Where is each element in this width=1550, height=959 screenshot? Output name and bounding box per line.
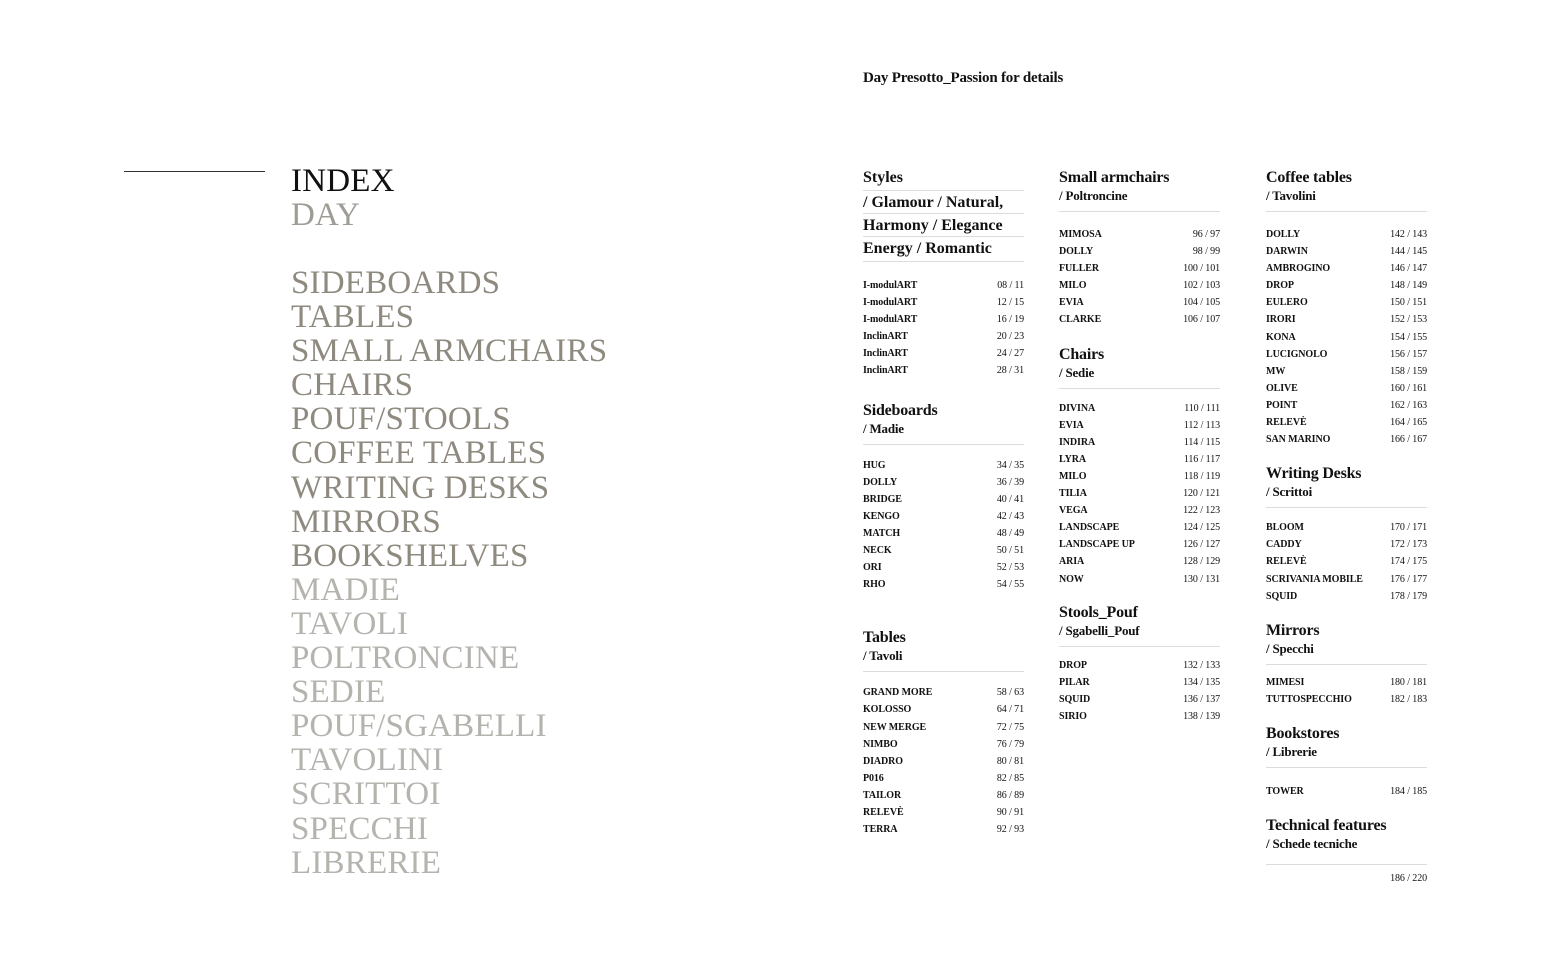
item-list — [1266, 226, 1427, 448]
section-title: Technical features — [1266, 816, 1387, 834]
index-column-1 — [863, 168, 1024, 838]
entry-name: RELEVÈ — [1266, 556, 1307, 568]
index-entry — [863, 542, 1024, 559]
index-entry — [863, 804, 1024, 821]
section-small-armchairs — [1059, 168, 1220, 329]
index-entry — [863, 719, 1024, 736]
item-list — [1266, 783, 1427, 800]
category-en: BOOKSHELVES — [291, 537, 529, 574]
entry-pages: 100 / 101 — [1183, 263, 1220, 275]
index-entry — [1266, 243, 1427, 260]
entry-pages: 110 / 111 — [1184, 402, 1220, 414]
index-entry — [863, 753, 1024, 770]
section-stools-pouf — [1059, 603, 1220, 725]
entry-pages: 16 / 19 — [996, 314, 1024, 326]
item-list — [1266, 870, 1427, 887]
entry-name: PILAR — [1059, 676, 1090, 688]
entry-pages: 92 / 93 — [996, 824, 1024, 836]
section-subtitle: / Poltroncine — [1059, 188, 1128, 203]
item-list — [1059, 226, 1220, 329]
entry-pages: 124 / 125 — [1183, 522, 1220, 534]
entry-pages: 154 / 155 — [1390, 331, 1427, 343]
entry-name: SAN MARINO — [1266, 434, 1331, 446]
index-entry — [1266, 588, 1427, 605]
entry-pages: 90 / 91 — [996, 806, 1024, 818]
entry-name: ARIA — [1059, 556, 1085, 568]
entry-name: LANDSCAPE — [1059, 522, 1120, 534]
entry-name: CLARKE — [1059, 314, 1102, 326]
index-entry — [863, 684, 1024, 701]
entry-pages: 142 / 143 — [1390, 229, 1427, 240]
index-entry — [1059, 519, 1220, 536]
entry-pages: 162 / 163 — [1390, 399, 1427, 411]
section-title: Bookstores — [1266, 724, 1340, 742]
entry-pages: 128 / 129 — [1183, 556, 1220, 568]
entry-pages: 152 / 153 — [1390, 314, 1427, 326]
section-title: Coffee tables — [1266, 169, 1352, 186]
entry-name: CADDY — [1266, 539, 1302, 551]
entry-pages: 112 / 113 — [1183, 419, 1220, 431]
entry-pages: 144 / 145 — [1390, 246, 1427, 258]
entry-name: HUG — [863, 459, 886, 471]
index-entry — [863, 701, 1024, 718]
section-technical-features — [1266, 816, 1427, 887]
index-entry — [1059, 226, 1220, 243]
index-entry — [863, 559, 1024, 576]
entry-name: I-modulART — [863, 280, 918, 291]
index-entry — [863, 328, 1024, 345]
section-subtitle: / Scrittoi — [1266, 484, 1313, 500]
entry-pages: 52 / 53 — [996, 562, 1024, 574]
entry-name: SCRIVANIA MOBILE — [1266, 573, 1363, 585]
index-entry — [863, 821, 1024, 838]
index-entry — [1266, 311, 1427, 328]
entry-name: VEGA — [1059, 505, 1088, 517]
index-column-3 — [1266, 168, 1427, 887]
entry-name: EVIA — [1059, 419, 1084, 431]
entry-name: BLOOM — [1266, 522, 1304, 534]
entry-name: SQUID — [1266, 590, 1298, 602]
entry-pages: 134 / 135 — [1183, 676, 1220, 688]
entry-name: DOLLY — [863, 476, 898, 488]
index-entry — [1059, 468, 1220, 485]
entry-pages: 28 / 31 — [996, 365, 1024, 377]
entry-pages: 86 / 89 — [996, 789, 1024, 801]
entry-name: MATCH — [863, 527, 901, 539]
styles-line: / Glamour / Natural, — [863, 191, 1024, 214]
entry-name: KOLOSSO — [863, 704, 912, 716]
entry-name: POINT — [1266, 399, 1298, 411]
category-it: SCRITTOI — [291, 776, 441, 813]
category-en: SIDEBOARDS — [291, 265, 501, 301]
entry-pages: 106 / 107 — [1183, 314, 1220, 326]
entry-name: DARWIN — [1266, 246, 1308, 258]
category-it: MADIE — [291, 571, 401, 608]
entry-name: INDIRA — [1059, 436, 1096, 448]
section-subtitle: / Sgabelli_Pouf — [1059, 622, 1140, 638]
entry-name: TOWER — [1266, 785, 1304, 797]
entry-pages: 174 / 175 — [1390, 556, 1427, 568]
entry-pages: 182 / 183 — [1390, 693, 1427, 705]
index-entry — [1266, 226, 1427, 243]
entry-pages: 122 / 123 — [1183, 505, 1220, 517]
section-coffee-tables — [1266, 168, 1427, 448]
section-divider — [863, 261, 1024, 262]
index-entry — [1059, 243, 1220, 260]
entry-name: TUTTOSPECCHIO — [1266, 693, 1352, 705]
entry-name: RHO — [863, 579, 886, 591]
section-subtitle: / Specchi — [1266, 640, 1314, 656]
index-entry — [1266, 519, 1427, 536]
entry-pages: 104 / 105 — [1183, 297, 1220, 309]
index-entry — [1266, 277, 1427, 294]
entry-name: AMBROGINO — [1266, 263, 1331, 275]
section-divider — [1266, 507, 1427, 508]
section-divider — [1266, 664, 1427, 665]
index-title: INDEX — [291, 163, 395, 199]
entry-name: I-modulART — [863, 314, 918, 326]
entry-pages: 08 / 11 — [997, 280, 1024, 291]
entry-name: TILIA — [1059, 488, 1087, 500]
entry-name: EULERO — [1266, 297, 1308, 309]
index-entry — [1266, 571, 1427, 588]
index-entry — [1059, 417, 1220, 434]
category-it: POUF/SGABELLI — [291, 708, 547, 745]
entry-pages: 126 / 127 — [1183, 539, 1220, 551]
entry-name: MILO — [1059, 280, 1087, 292]
category-en: POUF/STOOLS — [291, 401, 511, 438]
entry-pages: 114 / 115 — [1183, 436, 1220, 448]
entry-name: TAILOR — [863, 789, 902, 801]
entry-name: LUCIGNOLO — [1266, 348, 1328, 360]
index-entry — [1266, 380, 1427, 397]
entry-pages: 54 / 55 — [996, 579, 1024, 591]
index-entry — [1266, 553, 1427, 570]
entry-pages: 186 / 220 — [1390, 872, 1427, 884]
entry-pages: 184 / 185 — [1390, 785, 1427, 797]
index-entry — [1266, 431, 1427, 448]
section-bookstores — [1266, 724, 1427, 800]
entry-pages: 120 / 121 — [1183, 488, 1220, 500]
category-it: TAVOLINI — [291, 742, 444, 779]
entry-name: NEW MERGE — [863, 721, 927, 733]
category-en: TABLES — [291, 299, 415, 336]
section-sideboards — [863, 401, 1024, 594]
entry-name: GRAND MORE — [863, 687, 933, 699]
entry-pages: 72 / 75 — [996, 721, 1024, 733]
index-entry — [1059, 260, 1220, 277]
section-title: Mirrors — [1266, 621, 1320, 639]
index-entry — [1266, 260, 1427, 277]
entry-pages: 12 / 15 — [996, 297, 1024, 309]
index-entry — [1059, 502, 1220, 519]
section-subtitle: / Madie — [863, 420, 904, 436]
item-list — [1059, 657, 1220, 725]
index-entry — [1059, 485, 1220, 502]
category-it: TAVOLI — [291, 605, 409, 642]
index-entry — [863, 474, 1024, 491]
entry-pages: 76 / 79 — [996, 738, 1024, 750]
entry-pages: 176 / 177 — [1390, 573, 1427, 585]
document-header: Day Presotto_Passion for details — [863, 70, 1064, 86]
entry-name: InclinART — [863, 348, 908, 360]
index-column-2 — [1059, 168, 1220, 725]
index-entry — [1266, 674, 1427, 691]
index-entry — [863, 736, 1024, 753]
entry-pages: 156 / 157 — [1390, 348, 1427, 360]
entry-name: RELEVÈ — [1266, 417, 1307, 429]
section-title: Sideboards — [863, 401, 938, 419]
entry-name: IRORI — [1266, 314, 1296, 326]
section-styles — [863, 168, 1024, 380]
entry-pages: 150 / 151 — [1390, 297, 1427, 309]
index-entry — [1266, 346, 1427, 363]
entry-name: InclinART — [863, 365, 908, 377]
entry-name: DIADRO — [863, 755, 903, 767]
section-divider — [1059, 211, 1220, 212]
entry-pages: 180 / 181 — [1390, 676, 1427, 688]
entry-name: SIRIO — [1059, 710, 1087, 722]
section-chairs — [1059, 345, 1220, 588]
section-mirrors — [1266, 621, 1427, 708]
section-divider — [1059, 388, 1220, 389]
index-entry — [863, 491, 1024, 508]
section-divider — [863, 671, 1024, 672]
entry-pages: 50 / 51 — [996, 545, 1024, 557]
entry-pages: 40 / 41 — [996, 493, 1024, 505]
entry-name: P016 — [863, 772, 884, 784]
section-title: Tables — [863, 629, 906, 647]
section-title: Writing Desks — [1266, 465, 1362, 483]
entry-pages: 170 / 171 — [1390, 522, 1427, 534]
section-subtitle: / Librerie — [1266, 743, 1317, 759]
section-title: Chairs — [1059, 345, 1105, 363]
index-entry — [1059, 571, 1220, 588]
category-it: SEDIE — [291, 674, 386, 711]
entry-name: DROP — [1266, 280, 1294, 292]
entry-name: LANDSCAPE UP — [1059, 539, 1135, 551]
category-en: COFFEE TABLES — [291, 435, 547, 472]
entry-name: NIMBO — [863, 738, 898, 750]
index-entry — [1266, 294, 1427, 311]
category-it: SPECCHI — [291, 810, 429, 847]
item-list — [863, 277, 1024, 380]
entry-pages: 116 / 117 — [1183, 453, 1220, 465]
entry-pages: 82 / 85 — [996, 772, 1024, 784]
section-subtitle: / Sedie — [1059, 364, 1095, 380]
index-entry — [1266, 363, 1427, 380]
category-list — [291, 266, 607, 880]
entry-pages: 80 / 81 — [996, 755, 1024, 767]
section-subtitle: / Tavolini — [1266, 188, 1316, 203]
entry-pages: 158 / 159 — [1390, 365, 1427, 377]
entry-name: KENGO — [863, 510, 900, 522]
index-entry — [1059, 451, 1220, 468]
entry-pages: 58 / 63 — [996, 687, 1024, 699]
styles-line: Energy / Romantic — [863, 240, 992, 257]
entry-pages: 136 / 137 — [1183, 693, 1220, 705]
index-entry — [1059, 400, 1220, 417]
item-list — [1059, 400, 1220, 588]
entry-name: EVIA — [1059, 297, 1084, 309]
styles-line: Harmony / Elegance — [863, 214, 1024, 237]
index-entry — [1059, 311, 1220, 328]
index-entry — [1059, 691, 1220, 708]
entry-pages: 118 / 119 — [1183, 470, 1220, 482]
index-block — [291, 164, 607, 880]
entry-pages: 20 / 23 — [996, 331, 1024, 343]
entry-pages: 146 / 147 — [1390, 263, 1427, 275]
entry-name: DROP — [1059, 659, 1087, 671]
index-entry — [863, 787, 1024, 804]
section-divider — [1266, 767, 1427, 768]
index-entry — [1266, 783, 1427, 800]
entry-pages: 36 / 39 — [996, 476, 1024, 488]
entry-pages: 98 / 99 — [1192, 246, 1220, 258]
index-entry — [863, 508, 1024, 525]
item-list — [863, 457, 1024, 594]
category-it: LIBRERIE — [291, 844, 442, 881]
category-en: WRITING DESKS — [291, 469, 550, 506]
index-entry — [863, 294, 1024, 311]
index-entry — [1266, 397, 1427, 414]
entry-name: DIVINA — [1059, 402, 1096, 414]
index-entry — [1059, 708, 1220, 725]
entry-name: MIMESI — [1266, 676, 1305, 688]
index-entry — [1059, 657, 1220, 674]
index-entry — [1059, 294, 1220, 311]
section-divider — [1059, 646, 1220, 647]
index-entry — [1059, 674, 1220, 691]
entry-pages: 138 / 139 — [1183, 710, 1220, 722]
index-subtitle-day: DAY — [291, 197, 361, 233]
entry-pages: 24 / 27 — [996, 348, 1024, 360]
entry-name: DOLLY — [1059, 246, 1094, 258]
entry-name: I-modulART — [863, 297, 918, 309]
index-entry — [863, 362, 1024, 379]
index-entry — [863, 311, 1024, 328]
entry-name: FULLER — [1059, 263, 1099, 275]
entry-pages: 148 / 149 — [1390, 280, 1427, 292]
entry-name: LYRA — [1059, 453, 1087, 465]
entry-name: TERRA — [863, 824, 898, 836]
entry-name: DOLLY — [1266, 229, 1301, 240]
item-list — [1266, 674, 1427, 708]
category-en: SMALL ARMCHAIRS — [291, 333, 608, 370]
entry-pages: 164 / 165 — [1390, 417, 1427, 429]
entry-pages: 34 / 35 — [996, 459, 1024, 471]
index-entry — [1266, 870, 1427, 887]
entry-pages: 42 / 43 — [996, 510, 1024, 522]
entry-name: SQUID — [1059, 693, 1091, 705]
section-divider — [863, 444, 1024, 445]
entry-name: InclinART — [863, 331, 908, 343]
item-list — [863, 684, 1024, 838]
index-entry — [1266, 691, 1427, 708]
section-divider — [1266, 864, 1427, 865]
section-title: Styles — [863, 168, 1024, 191]
index-entry — [1059, 553, 1220, 570]
section-subtitle: / Schede tecniche — [1266, 835, 1358, 851]
entry-pages: 102 / 103 — [1183, 280, 1220, 292]
entry-name: ORI — [863, 562, 882, 574]
entry-name: NECK — [863, 545, 892, 557]
index-entry — [863, 277, 1024, 294]
index-entry — [1266, 414, 1427, 431]
entry-pages: 160 / 161 — [1390, 382, 1427, 394]
index-entry — [1266, 329, 1427, 346]
entry-name: MW — [1266, 365, 1286, 377]
index-entry — [1266, 536, 1427, 553]
index-entry — [1059, 277, 1220, 294]
entry-pages: 48 / 49 — [996, 527, 1024, 539]
index-entry — [863, 576, 1024, 593]
section-writing-desks — [1266, 464, 1427, 604]
entry-pages: 166 / 167 — [1390, 434, 1427, 446]
category-en: MIRRORS — [291, 503, 441, 540]
category-it: POLTRONCINE — [291, 640, 520, 677]
entry-pages: 178 / 179 — [1390, 590, 1427, 602]
entry-pages: 64 / 71 — [996, 704, 1024, 716]
item-list — [1266, 519, 1427, 604]
entry-name: RELEVÈ — [863, 806, 904, 818]
index-entry — [863, 770, 1024, 787]
section-divider — [1266, 211, 1427, 212]
entry-name: MIMOSA — [1059, 229, 1102, 240]
entry-pages: 96 / 97 — [1192, 229, 1220, 240]
entry-pages: 130 / 131 — [1183, 573, 1220, 585]
index-entry — [1059, 434, 1220, 451]
entry-name: MILO — [1059, 470, 1087, 482]
decorative-rule — [124, 171, 265, 172]
index-entry — [863, 457, 1024, 474]
index-entry — [863, 345, 1024, 362]
section-tables — [863, 628, 1024, 838]
index-entry — [1059, 536, 1220, 553]
entry-pages: 132 / 133 — [1183, 659, 1220, 671]
entry-name: KONA — [1266, 331, 1296, 343]
section-title: Small armchairs — [1059, 169, 1170, 186]
category-en: CHAIRS — [291, 367, 414, 404]
entry-name: OLIVE — [1266, 382, 1298, 394]
entry-name: BRIDGE — [863, 493, 902, 505]
entry-pages: 172 / 173 — [1390, 539, 1427, 551]
section-title: Stools_Pouf — [1059, 603, 1138, 621]
index-entry — [863, 525, 1024, 542]
entry-name: NOW — [1059, 573, 1084, 585]
section-subtitle: / Tavoli — [863, 648, 903, 664]
